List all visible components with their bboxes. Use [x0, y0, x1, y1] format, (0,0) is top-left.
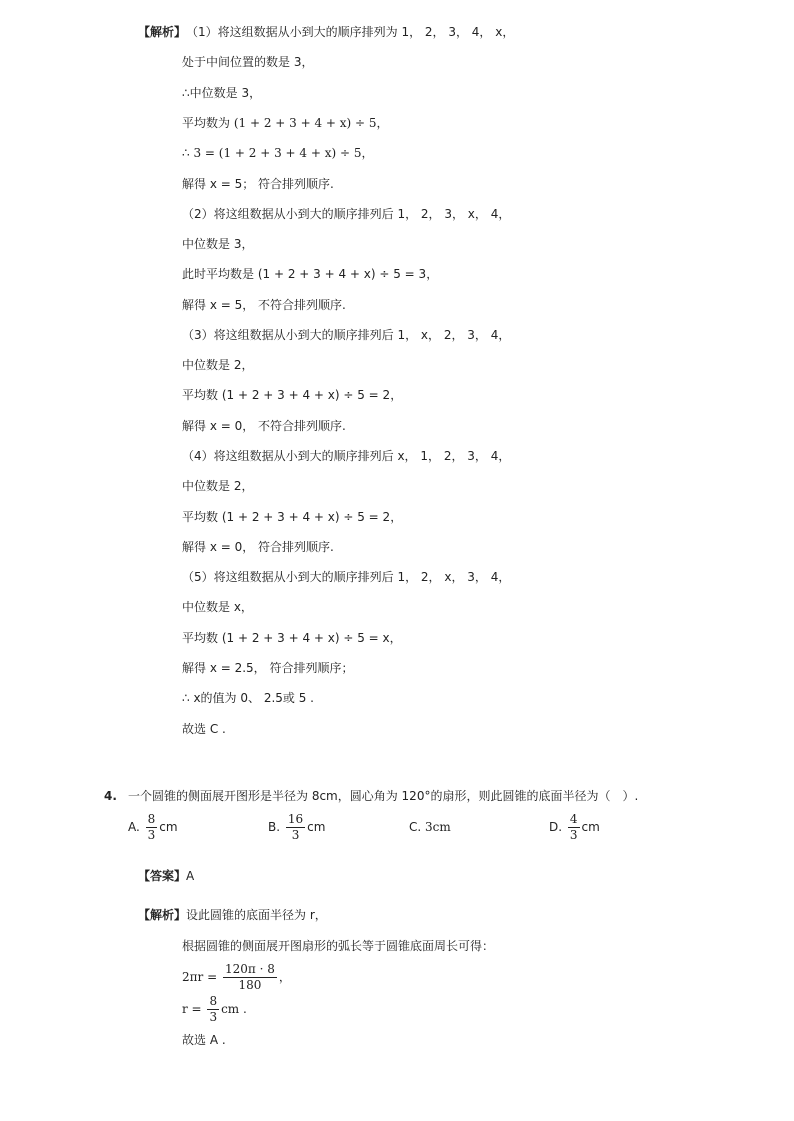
answer-tag: 【答案】	[138, 869, 187, 883]
q3-line: 解得 x = 2.5， 符合排列顺序；	[182, 661, 354, 675]
q3-line: 解得 x = 5； 符合排列顺序.	[182, 177, 334, 191]
option-label: B.	[268, 820, 281, 834]
q3-line: （1）将这组数据从小到大的顺序排列为 1， 2， 3， 4， x，	[186, 25, 515, 39]
option-label: D.	[549, 820, 563, 834]
q3-line: 平均数为 (1 + 2 + 3 + 4 + x) ÷ 5，	[182, 116, 389, 130]
equation-1	[182, 960, 291, 994]
q3-line: 处于中间位置的数是 3，	[182, 55, 314, 69]
option-c[interactable]	[409, 810, 451, 844]
q3-line: 中位数是 3，	[182, 237, 254, 251]
q3-line: 中位数是 2，	[182, 358, 254, 372]
q3-line: （4）将这组数据从小到大的顺序排列后 x， 1， 2， 3， 4，	[182, 449, 511, 463]
fraction-denominator: 180	[238, 978, 262, 992]
fraction-numerator: 120π · 8	[224, 962, 275, 976]
eq-tail: cm .	[221, 1002, 247, 1016]
q3-analysis-tag: 【解析】	[138, 25, 187, 39]
option-unit: cm	[581, 820, 600, 834]
q3-line: 解得 x = 0， 不符合排列顺序.	[182, 419, 346, 433]
fraction-denominator: 3	[291, 828, 300, 842]
q3-line: 平均数 (1 + 2 + 3 + 4 + x) ÷ 5 = x，	[182, 631, 402, 645]
fraction	[286, 812, 305, 843]
fraction	[146, 812, 158, 843]
q3-line: （2）将这组数据从小到大的顺序排列后 1， 2， 3， x， 4，	[182, 207, 511, 221]
answer-line	[138, 868, 194, 884]
analysis-tag: 【解析】	[138, 908, 187, 922]
fraction	[223, 962, 277, 993]
fraction-numerator: 8	[209, 994, 218, 1008]
q3-line: 平均数 (1 + 2 + 3 + 4 + x) ÷ 5 = 2，	[182, 510, 403, 524]
answer-value: A	[186, 869, 195, 883]
fraction	[207, 994, 219, 1025]
option-unit: cm	[159, 820, 178, 834]
q3-line: （3）将这组数据从小到大的顺序排列后 1， x， 2， 3， 4，	[182, 328, 511, 342]
q3-line: ∴中位数是 3，	[182, 86, 262, 100]
option-a[interactable]	[128, 810, 178, 844]
analysis-line-2: 根据圆锥的侧面展开图扇形的弧长等于圆锥底面周长可得：	[182, 939, 495, 953]
fraction-denominator: 3	[209, 1010, 218, 1024]
fraction-denominator: 3	[147, 828, 156, 842]
q3-line: ∴ x的值为 0、 2.5或 5 .	[182, 691, 314, 705]
fraction	[568, 812, 580, 843]
fraction-numerator: 16	[287, 812, 304, 826]
q3-line: 平均数 (1 + 2 + 3 + 4 + x) ÷ 5 = 2，	[182, 388, 403, 402]
option-label: A.	[128, 820, 140, 834]
fraction-numerator: 8	[147, 812, 156, 826]
option-text: 3cm	[425, 820, 451, 834]
q3-line: ∴ 3 = (1 + 2 + 3 + 4 + x) ÷ 5，	[182, 146, 374, 160]
q3-line: 此时平均数是 (1 + 2 + 3 + 4 + x) ÷ 5 = 3，	[182, 267, 439, 281]
option-label: C.	[409, 820, 422, 834]
q3-line: 故选 C .	[182, 722, 226, 736]
option-b[interactable]	[268, 810, 325, 844]
option-unit: cm	[307, 820, 326, 834]
eq-tail: ，	[278, 970, 291, 984]
eq-left: 2πr =	[182, 970, 218, 984]
q3-line: 中位数是 2，	[182, 479, 254, 493]
q3-line: 解得 x = 0， 符合排列顺序.	[182, 540, 334, 554]
equation-2	[182, 992, 247, 1026]
question-stem: 一个圆锥的侧面展开图形是半径为 8cm，圆心角为 120°的扇形，则此圆锥的底面半径为（ ）.	[128, 789, 639, 803]
question-number: 4.	[104, 789, 117, 803]
eq-left: r =	[182, 1002, 202, 1016]
analysis-text: 设此圆锥的底面半径为 r，	[186, 908, 327, 922]
q3-line: 中位数是 x，	[182, 600, 253, 614]
q3-line: （5）将这组数据从小到大的顺序排列后 1， 2， x， 3， 4，	[182, 570, 511, 584]
analysis-line	[138, 907, 327, 923]
fraction-numerator: 4	[569, 812, 578, 826]
fraction-denominator: 3	[569, 828, 578, 842]
option-d[interactable]	[549, 810, 600, 844]
q3-line: 解得 x = 5， 不符合排列顺序.	[182, 298, 346, 312]
conclusion: 故选 A .	[182, 1033, 226, 1047]
